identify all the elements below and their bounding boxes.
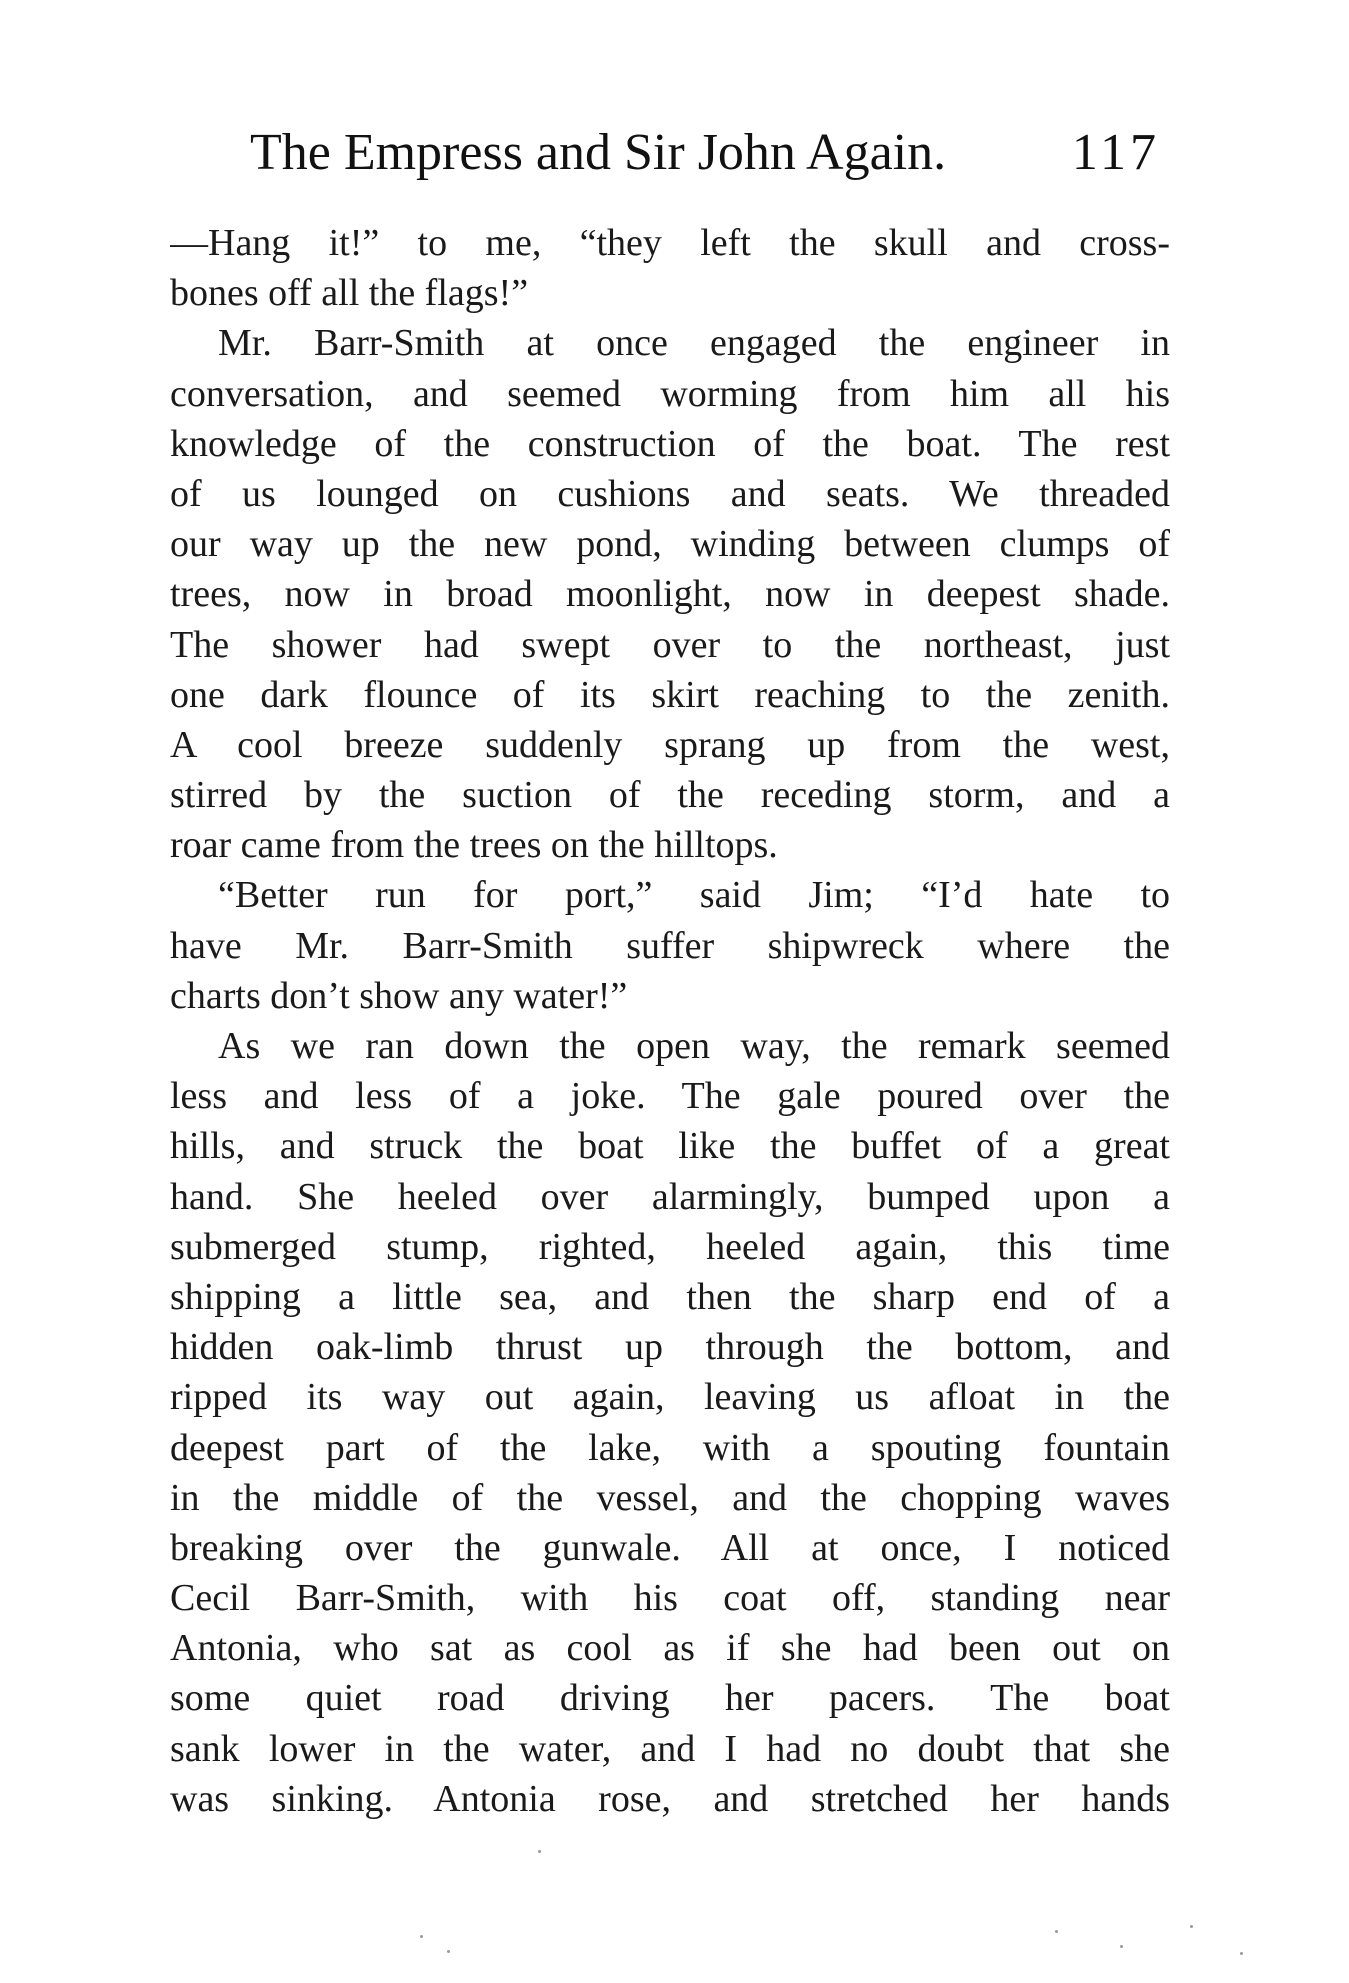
- text-line-15: have Mr. Barr-Smith suffer shipwreck where the: [170, 924, 1170, 967]
- text-line-2: bones off all the flags!”: [170, 272, 529, 315]
- scan-speck: [420, 1935, 423, 1938]
- text-line-14: “Better run for port,” said Jim; “I’d hate to: [218, 874, 1170, 917]
- text-line-1: —Hang it!” to me, “they left the skull and cross-: [170, 222, 1170, 264]
- text-line-5: knowledge of the construction of the boat. The rest: [170, 422, 1170, 465]
- text-line-20: hand. She heeled over alarmingly, bumped upon a: [170, 1175, 1170, 1218]
- text-line-29: Antonia, who sat as cool as if she had been out on: [170, 1627, 1170, 1670]
- text-line-30: some quiet road driving her pacers. The boat: [170, 1677, 1170, 1720]
- body-text: [170, 218, 1170, 1824]
- text-line-12: stirred by the suction of the receding storm, and a: [170, 774, 1170, 817]
- text-line-24: ripped its way out again, leaving us afloat in the: [170, 1376, 1170, 1419]
- text-line-18: less and less of a joke. The gale poured over the: [170, 1075, 1170, 1118]
- text-line-26: in the middle of the vessel, and the chopping waves: [170, 1476, 1170, 1519]
- scan-speck: [447, 1950, 450, 1953]
- text-line-7: our way up the new pond, winding between clumps of: [170, 523, 1170, 566]
- text-line-10: one dark flounce of its skirt reaching to the zenith.: [170, 673, 1170, 716]
- page-number: 117: [1071, 124, 1160, 181]
- scan-speck: [1240, 1952, 1243, 1955]
- text-line-4: conversation, and seemed worming from him all his: [170, 372, 1170, 415]
- text-line-31: sank lower in the water, and I had no doubt that she: [170, 1727, 1170, 1770]
- text-line-19: hills, and struck the boat like the buffet of a great: [170, 1125, 1170, 1168]
- text-line-6: of us lounged on cushions and seats. We threaded: [170, 472, 1170, 515]
- text-line-25: deepest part of the lake, with a spouting fountain: [170, 1426, 1170, 1469]
- scan-speck: [1055, 1930, 1058, 1933]
- text-line-32: was sinking. Antonia rose, and stretched her hands: [170, 1777, 1170, 1820]
- text-line-16: charts don’t show any water!”: [170, 974, 628, 1017]
- running-head: [250, 118, 1160, 188]
- text-line-11: A cool breeze suddenly sprang up from the west,: [170, 723, 1170, 766]
- text-line-21: submerged stump, righted, heeled again, this time: [170, 1225, 1170, 1268]
- text-line-9: The shower had swept over to the northeast, just: [170, 623, 1170, 666]
- text-line-3: Mr. Barr-Smith at once engaged the engineer in: [218, 322, 1170, 365]
- running-head-title: The Empress and Sir John Again.: [250, 124, 947, 181]
- text-line-28: Cecil Barr-Smith, with his coat off, standing near: [170, 1577, 1170, 1620]
- scan-speck: [1120, 1945, 1123, 1948]
- text-line-27: breaking over the gunwale. All at once, I noticed: [170, 1526, 1170, 1569]
- text-line-17: As we ran down the open way, the remark seemed: [218, 1025, 1170, 1067]
- text-line-23: hidden oak-limb thrust up through the bottom, and: [170, 1326, 1170, 1369]
- scan-speck: [1190, 1925, 1193, 1928]
- text-line-22: shipping a little sea, and then the sharp end of a: [170, 1275, 1170, 1318]
- text-line-13: roar came from the trees on the hilltops.: [170, 824, 778, 867]
- text-line-8: trees, now in broad moonlight, now in deepest shade.: [170, 573, 1170, 616]
- scan-speck: [538, 1850, 541, 1853]
